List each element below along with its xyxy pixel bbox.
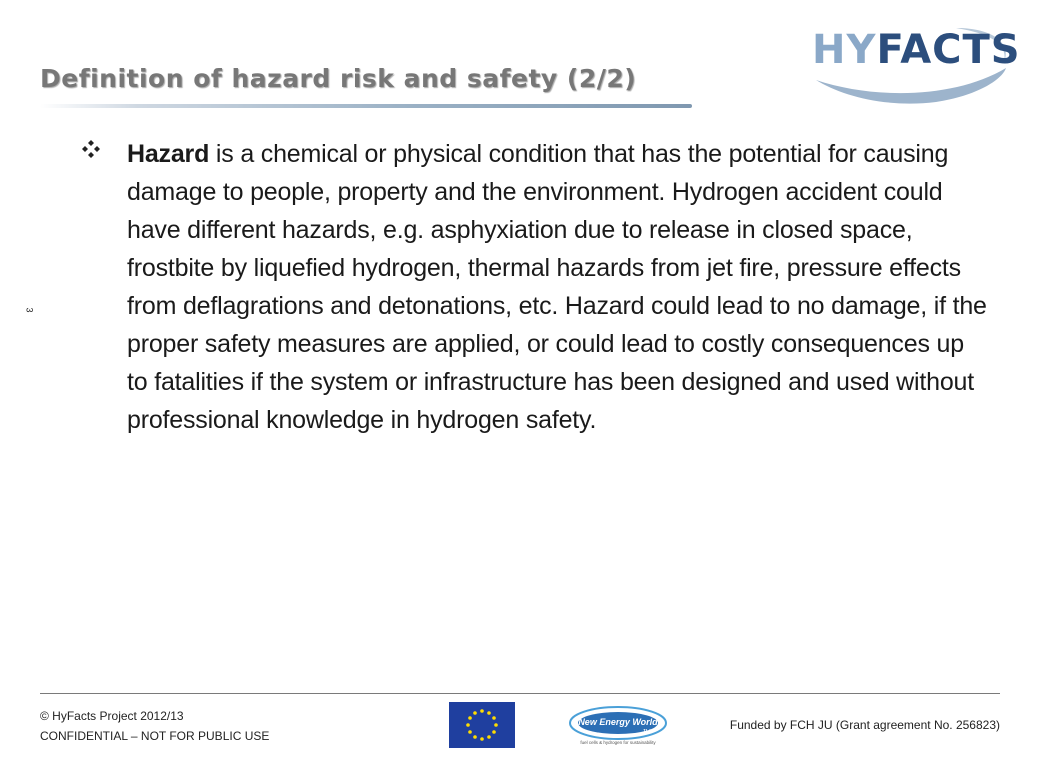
diamond-bullet-icon [82,140,100,158]
confidential-text: CONFIDENTIAL – NOT FOR PUBLIC USE [40,729,270,743]
copyright-text: © HyFacts Project 2012/13 [40,709,184,723]
hazard-definition: is a chemical or physical condition that has the potential for causing damage to people, property and the environment. Hydrogen accident could have different hazards, e.g. asphyxiation due to release in closed space, frostbite by liquefied hydrogen, thermal hazards from jet fire, pressure effects from deflagrations and detonations, etc. Hazard could lead to no damage, if the proper safety measures are applied, or could lead to costly consequences up to fatalities if the system or infrastructure has been designed and used without professional knowledge in hydrogen safety. [127,140,987,434]
partner-logo-ju: JU [641,729,651,736]
funding-text: Funded by FCH JU (Grant agreement No. 256823) [729,718,1000,732]
footer-left [40,706,269,746]
slide-title: Definition of hazard risk and safety (2/2) [40,64,637,93]
new-energy-world-logo-icon [568,705,668,745]
bullet-paragraph [127,135,987,439]
partner-logo-text: New Energy World [578,717,658,727]
footer-divider [40,693,1000,694]
logo-facts: FACTS [876,27,1021,73]
partner-tagline: fuel cells & hydrogen for sustainability [580,740,656,745]
hyfacts-logo [806,22,1021,104]
hazard-term: Hazard [127,140,210,168]
title-underline [40,104,692,108]
logo-wordmark [812,27,1021,73]
logo-hy: HY [812,27,877,73]
eu-flag-icon [449,702,515,748]
slide-number: 3 [24,307,35,313]
